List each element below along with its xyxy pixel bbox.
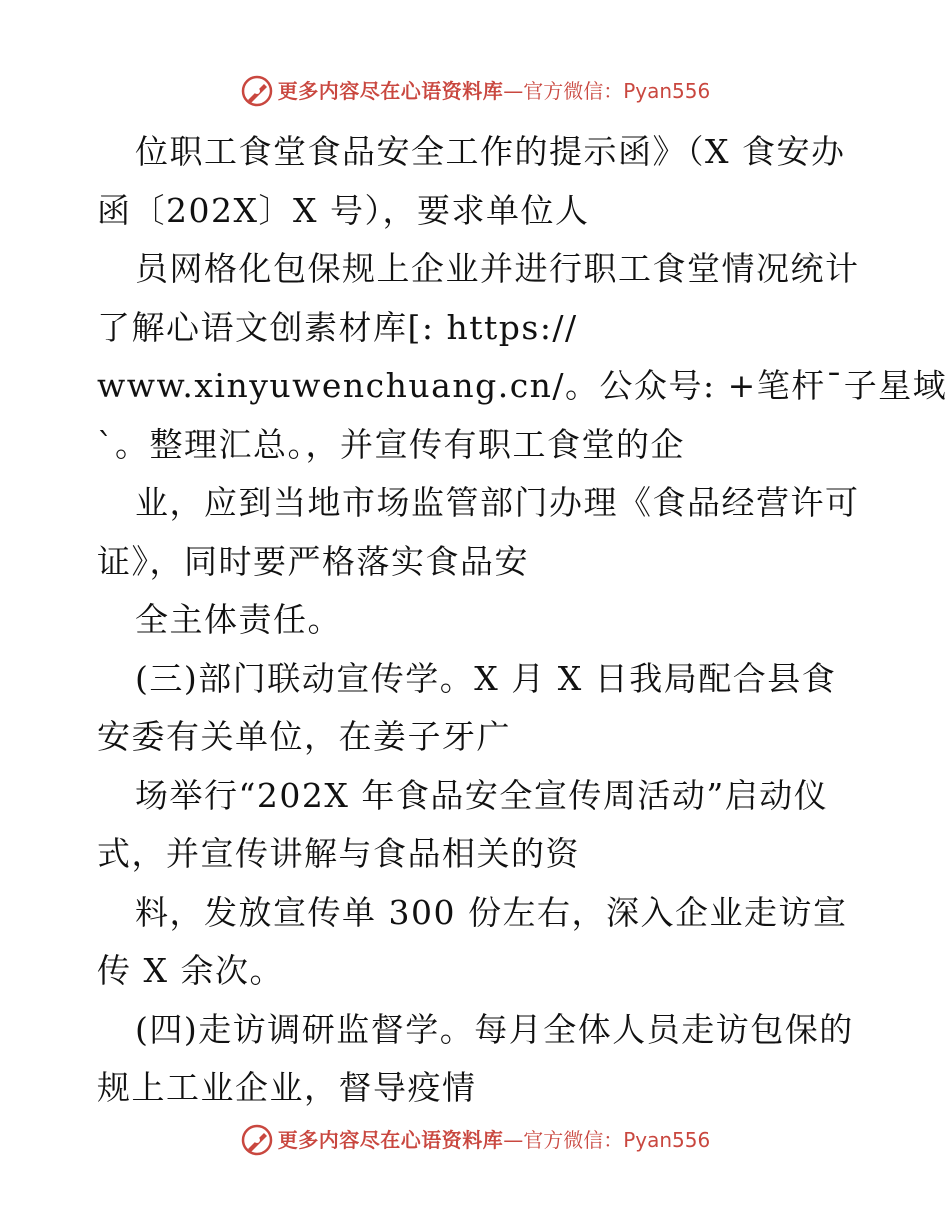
text-line: 了解心语文创素材库[: https:// — [97, 307, 578, 347]
watermark-contact: 官方微信：Pyan556 — [523, 79, 711, 103]
text-line: 场举行“202X 年食品安全宣传周活动”启动仪 — [135, 775, 829, 815]
pen-logo-icon — [240, 1123, 274, 1157]
text-line: (三)部门联动宣传学。X 月 X 日我局配合县食 — [135, 658, 837, 698]
watermark-contact: 官方微信：Pyan556 — [523, 1128, 711, 1152]
document-body — [97, 123, 948, 1118]
text-line: 函〔202X〕X 号），要求单位人 — [97, 190, 590, 230]
watermark-separator: — — [503, 1128, 524, 1152]
text-line: www.xinyuwenchuang.cn/。公众号: +笔杆¯子星域 — [97, 366, 948, 405]
text-line: 料，发放宣传单 300 份左右，深入企业走访宣 — [135, 892, 848, 932]
text-line: 员网格化包保规上企业并进行职工食堂情况统计 — [135, 249, 860, 288]
pen-logo-icon — [240, 74, 274, 108]
watermark-text: 更多内容尽在心语资料库 — [277, 79, 504, 103]
text-line: `。整理汇总。，并宣传有职工食堂的企 — [97, 424, 685, 464]
text-line: 规上工业企业，督导疫情 — [97, 1068, 477, 1107]
text-line: (四)走访调研监督学。每月全体人员走访包保的 — [135, 1009, 854, 1049]
text-line: 安委有关单位，在姜子牙广 — [97, 717, 511, 756]
watermark-separator: — — [503, 79, 524, 103]
text-line: 传 X 余次。 — [97, 951, 284, 990]
text-line: 式，并宣传讲解与食品相关的资 — [97, 834, 580, 873]
watermark-text: 更多内容尽在心语资料库 — [277, 1128, 504, 1152]
header-watermark — [0, 71, 950, 111]
text-line: 业，应到当地市场监管部门办理《食品经营许可 — [135, 483, 860, 522]
text-line: 证》，同时要严格落实食品安 — [97, 541, 529, 581]
text-line: 位职工食堂食品安全工作的提示函》（X 食安办 — [135, 132, 846, 171]
footer-watermark — [0, 1120, 950, 1160]
text-line: 全主体责任。 — [135, 600, 342, 639]
